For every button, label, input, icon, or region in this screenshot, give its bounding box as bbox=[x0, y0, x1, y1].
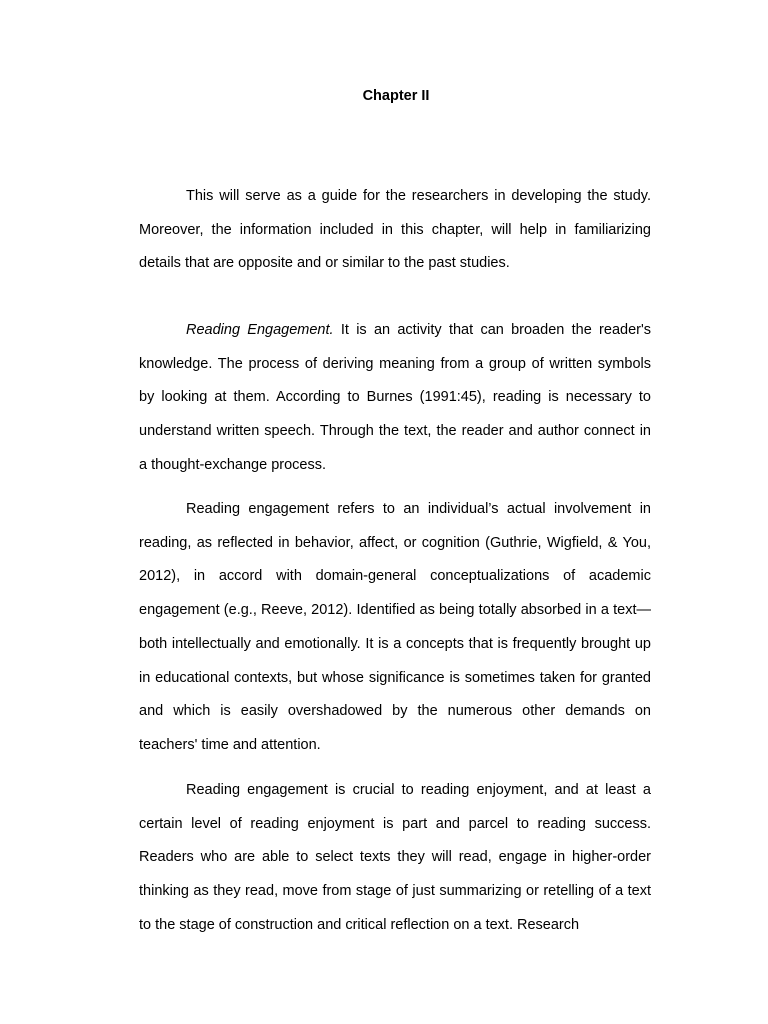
intro-paragraph bbox=[139, 180, 651, 281]
paragraph-text: It is an activity that can broaden the reader's knowledge. The process of deriving meaning from a group of written symbols by looking at them. According to Burnes (1991:45), reading is necessary to understand written speech. Through the text, the reader and author connect in a thought-exchange process. bbox=[139, 322, 651, 473]
paragraph-text: Reading engagement refers to an individual’s actual involvement in reading, as reflected in behavior, affect, or cognition (Guthrie, Wigfield, & You, 2012), in accord with domain-general conceptualizations of academic engagement (e.g., Reeve, 2012). Identified as being totally absorbed in a text—both intellectually and emotionally. It is a concepts that is frequently brought up in educational contexts, but whose significance is sometimes taken for granted and which is easily overshadowed by the numerous other demands on teachers' time and attention. bbox=[139, 501, 651, 753]
reading-engagement-paragraph bbox=[139, 314, 651, 483]
engagement-definition-paragraph bbox=[139, 493, 651, 763]
section-term: Reading Engagement. bbox=[186, 322, 334, 338]
paragraph-text: Reading engagement is crucial to reading enjoyment, and at least a certain level of reading enjoyment is part and parcel to reading success. Readers who are able to select texts they will read, engage in higher-order thinking as they read, move from stage of just summarizing or retelling of a text to the stage of construction and critical reflection on a text. Research bbox=[139, 782, 651, 933]
engagement-enjoyment-paragraph bbox=[139, 774, 651, 943]
chapter-title: Chapter II bbox=[362, 88, 430, 104]
paragraph-text: This will serve as a guide for the researchers in developing the study. Moreover, the information included in this chapter, will help in familiarizing details that are opposite and or similar to the past studies. bbox=[139, 188, 651, 272]
